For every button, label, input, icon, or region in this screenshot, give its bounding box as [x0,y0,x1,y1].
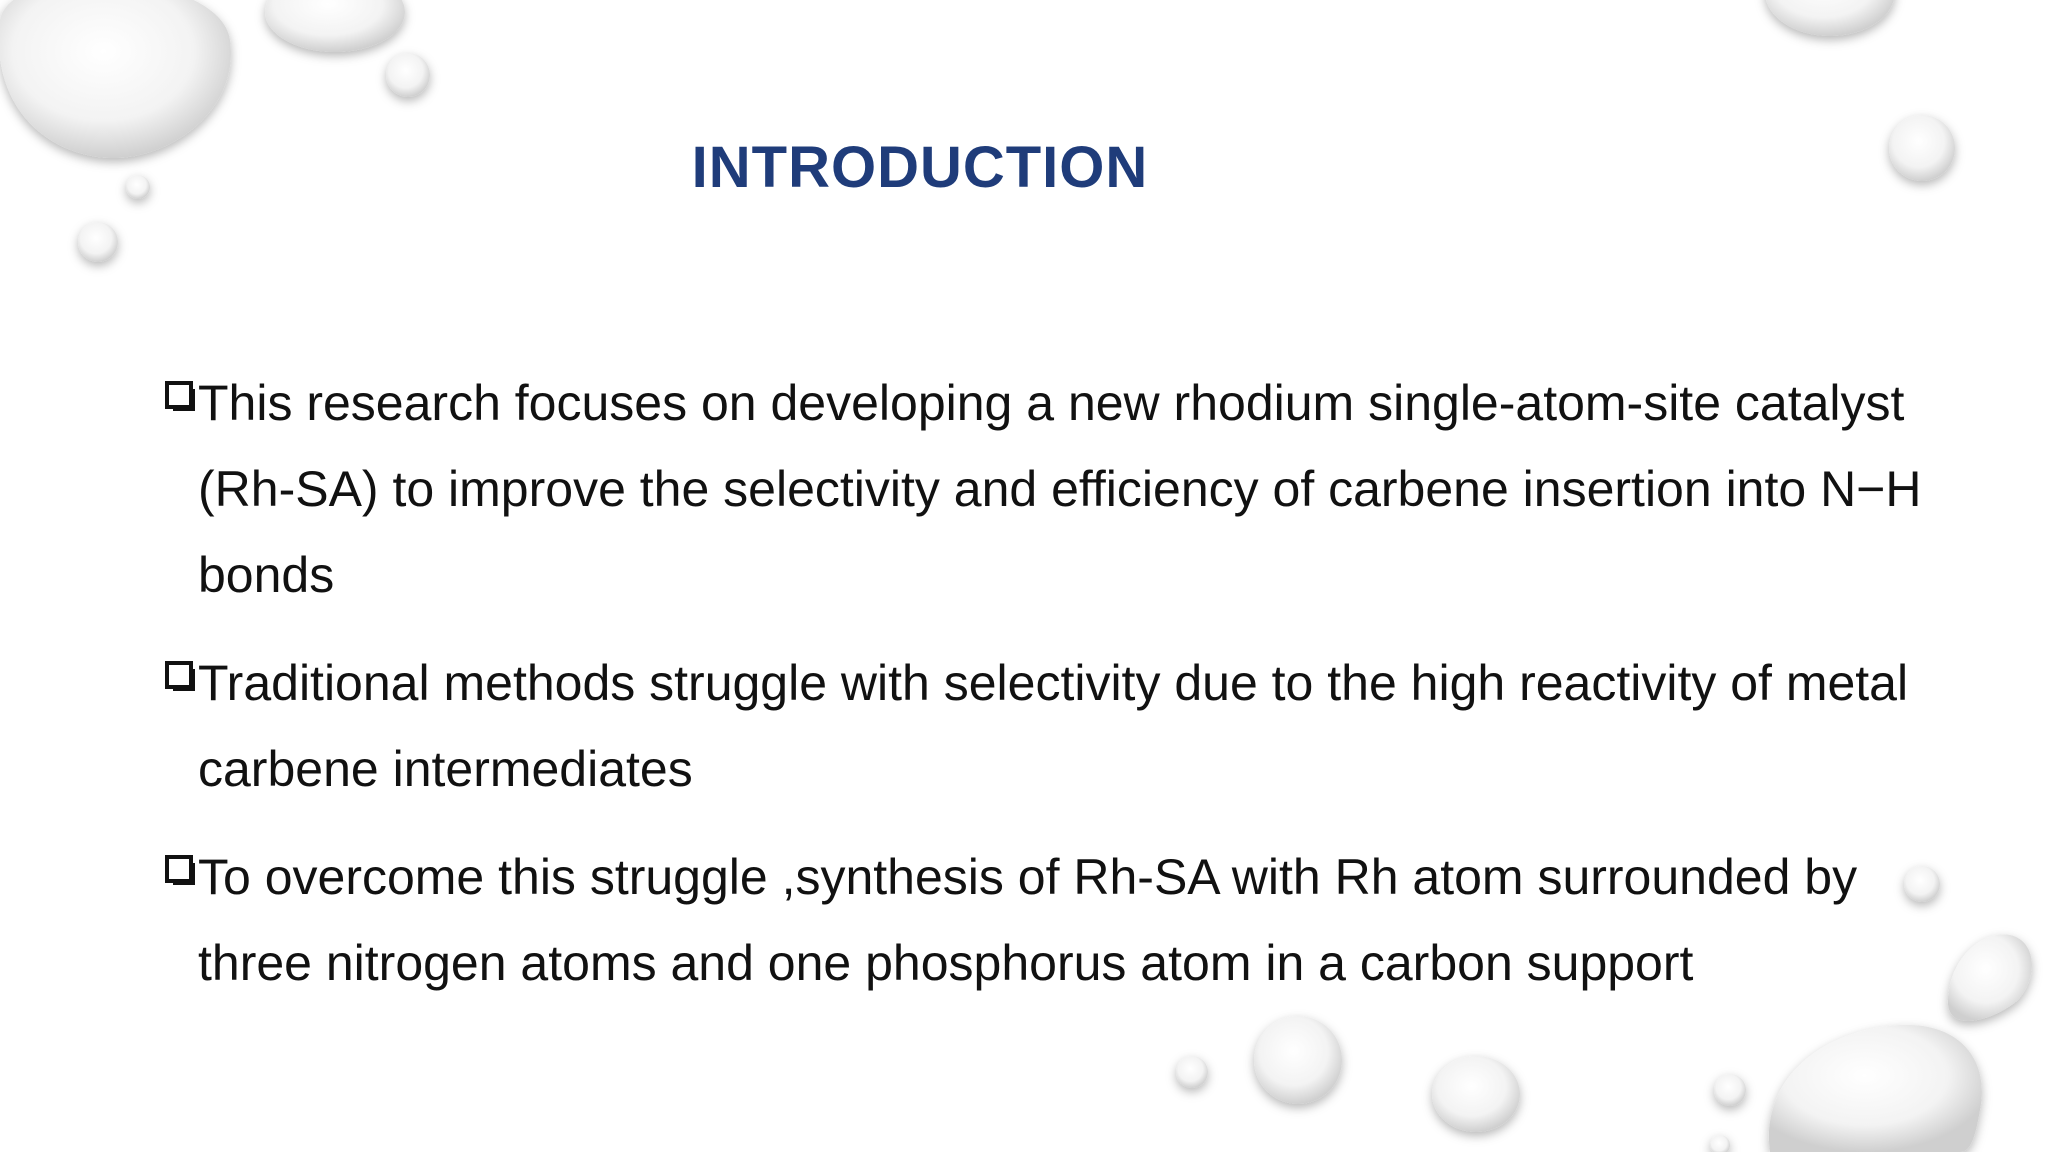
droplet-icon [78,222,118,262]
droplet-icon [1889,115,1955,181]
slide-title: INTRODUCTION [691,135,1149,200]
droplet-icon [1710,1135,1730,1152]
droplet-icon [386,53,430,97]
droplet-icon [126,175,150,199]
hollow-square-bullet-icon [164,660,198,694]
droplet-icon [1769,1025,1982,1152]
droplet-icon [0,0,231,158]
list-item [160,640,1980,812]
list-item [160,360,1980,618]
droplet-icon [1714,1074,1746,1106]
bullet-text: Traditional methods struggle with selectivity due to the high reactivity of metal carbene intermediates [198,655,1909,797]
bullet-text: This research focuses on developing a new rhodium single-atom-site catalyst (Rh-SA) to improve the selectivity and efficiency of carbene insertion into N−H bonds [198,375,1922,603]
bullet-list [160,360,1980,1028]
droplet-icon [1176,1056,1208,1088]
droplet-icon [265,0,405,52]
droplet-icon [1254,1016,1342,1104]
hollow-square-bullet-icon [164,380,198,414]
droplet-icon [1432,1056,1520,1132]
hollow-square-bullet-icon [164,854,198,888]
bullet-text: To overcome this struggle ,synthesis of Rh-SA with Rh atom surrounded by three nitrogen atoms and one phosphorus atom in a carbon support [198,849,1858,991]
droplet-icon [1765,0,1895,36]
list-item [160,834,1980,1006]
